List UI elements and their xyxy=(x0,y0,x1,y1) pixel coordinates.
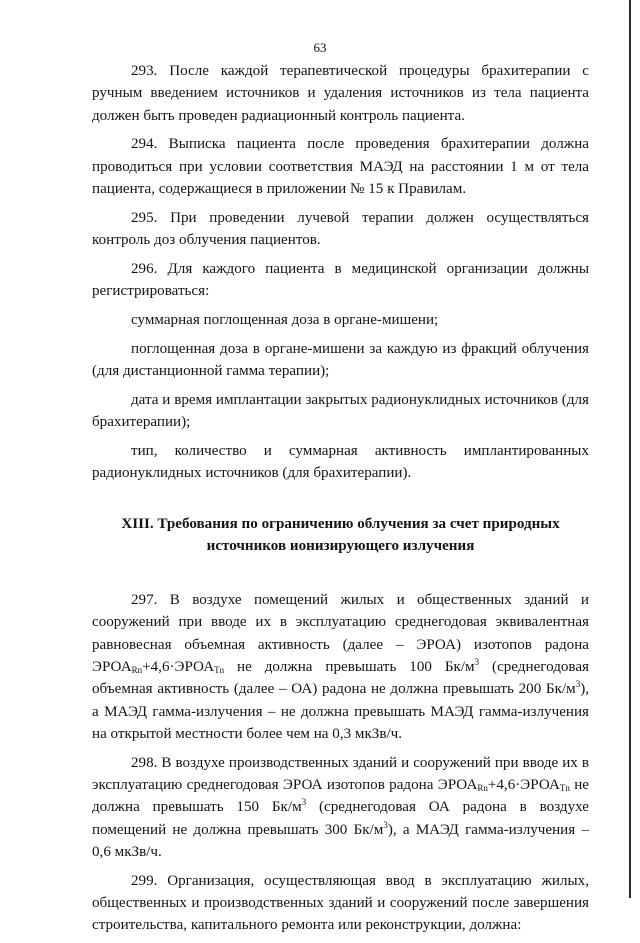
list-item-fraction-dose: поглощенная доза в органе-мишени за каждую из фракций облучения (для дистанционной гамма терапии); xyxy=(92,340,589,380)
p297-sup-1: 3 xyxy=(474,657,480,668)
page-edge-line xyxy=(629,0,631,898)
p298-sup-2: 3 xyxy=(383,819,388,830)
list-item-total-dose: суммарная поглощенная доза в органе-мишени; xyxy=(131,311,439,328)
page-number: 63 xyxy=(313,40,327,55)
section-heading-line2: источников ионизирующего излучения xyxy=(206,537,475,554)
list-item-source-type: тип, количество и суммарная активность имплантированных радионуклидных источников (для брахитерапии). xyxy=(92,442,589,482)
p297-sub-tn: Tn xyxy=(214,665,225,676)
p297-text-3: не должна превышать 100 Бк/м xyxy=(224,659,475,676)
document-body xyxy=(92,60,589,943)
p297-text-1: 297. В воздухе помещений жилых и общественных зданий и сооружений при вводе их в эксплуатацию среднегодовая эквивалентная равновесная объемная активность (далее – ЭРОА) изотопов радона ЭРОА xyxy=(92,592,589,676)
p298-sub-rn: Rn xyxy=(477,783,488,794)
p297-text-2: +4,6·ЭРОА xyxy=(142,659,215,676)
p298-sup-1: 3 xyxy=(301,797,307,808)
paragraph-299: 299. Организация, осуществляющая ввод в эксплуатацию жилых, общественных и производственных зданий и сооружений после завершения строительства, капитального ремонта или реконструкции, должна: xyxy=(92,872,589,934)
list-item-implant-date: дата и время имплантации закрытых радионуклидных источников (для брахитерапии); xyxy=(92,391,589,431)
paragraph-296: 296. Для каждого пациента в медицинской организации должны регистрироваться: xyxy=(92,260,589,300)
p298-sub-tn: Tn xyxy=(559,783,570,794)
section-heading xyxy=(92,513,589,558)
p297-sub-rn: Rn xyxy=(131,665,143,676)
paragraph-293: 293. После каждой терапевтической процедуры брахитерапии с ручным введением источников и удаления источников из тела пациента должен быть проведен радиационный контроль пациента. xyxy=(92,63,589,124)
paragraph-295: 295. При проведении лучевой терапии должен осуществляться контроль доз облучения пациентов. xyxy=(92,209,589,249)
paragraph-297 xyxy=(92,589,589,745)
section-heading-line1: XIII. Требования по ограничению облучения за счет природных xyxy=(121,515,560,532)
p298-text-3: не должна превышать 150 Бк/м xyxy=(92,777,589,816)
paragraph-294: 294. Выписка пациента после проведения брахитерапии должна проводиться при условии соответствия МАЭД на расстоянии 1 м от тела пациента, содержащиеся в приложении № 15 к Правилам. xyxy=(92,136,589,197)
p297-sup-2: 3 xyxy=(575,679,581,690)
paragraph-298 xyxy=(92,752,589,863)
p298-text-1: 298. В воздухе производственных зданий и сооружений при вводе их в эксплуатацию среднегодовая ЭРОА изотопов радона ЭРОА xyxy=(92,754,589,794)
p298-text-5: ), а МАЭД гамма-излучения – 0,6 мкЗв/ч. xyxy=(92,821,589,860)
p298-text-4: (среднегодовая ОА радона в воздухе помещений не должна превышать 300 Бк/м xyxy=(92,799,589,838)
p297-text-5: ), а МАЭД гамма-излучения – не должна превышать МАЭД гамма-излучения на открытой местности более чем на 0,3 мкЗв/ч. xyxy=(92,681,589,742)
p297-text-4: (среднегодовая объемная активность (далее – ОА) радона не должна превышать 200 Бк/м xyxy=(92,659,589,698)
p298-text-2: +4,6·ЭРОА xyxy=(487,777,560,794)
